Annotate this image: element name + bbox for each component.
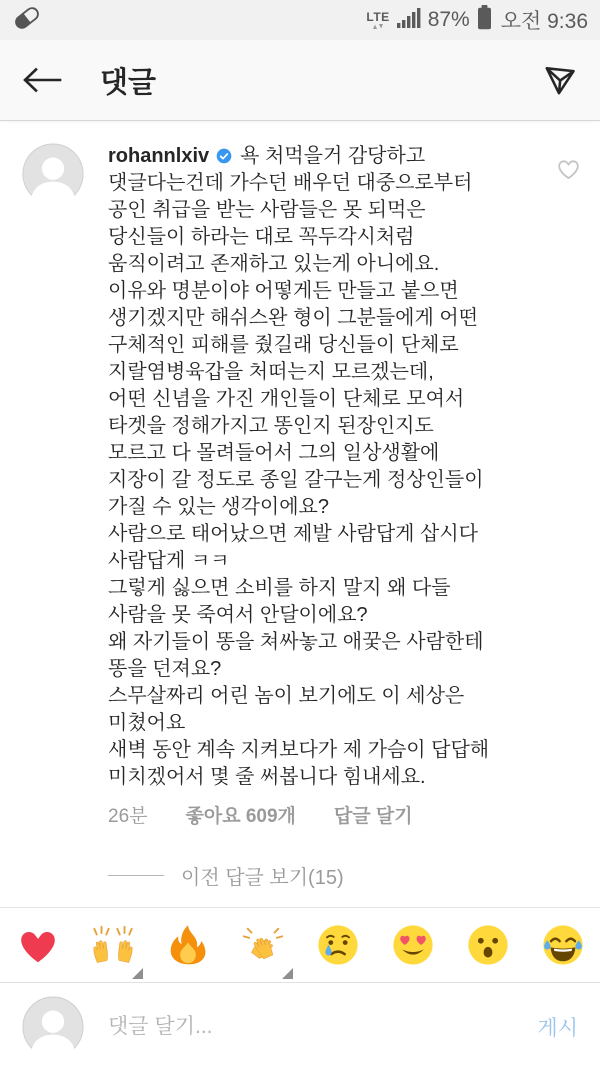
my-avatar [22, 996, 84, 1058]
comment-reply-button[interactable]: 답글 달기 [333, 806, 413, 827]
network-type-indicator: LTE [366, 11, 389, 30]
commenter-avatar[interactable] [22, 143, 84, 205]
view-previous-replies-label: 이전 답글 보기(15) [181, 867, 344, 889]
comment-text-line: 새벽 동안 계속 지켜보다가 제 가슴이 답답해 [108, 739, 490, 761]
comment-text-line: 왜 자기들이 똥을 쳐싸놓고 애꿎은 사람한테 [108, 631, 484, 653]
comment-text [108, 170, 546, 791]
comment-body [108, 143, 546, 828]
comment-text-line: 미치겠어서 몇 줄 써봅니다 힘내세요. [108, 766, 426, 788]
comment-compose-bar [0, 983, 600, 1070]
status-bar [0, 0, 600, 40]
page-title: 댓글 [100, 66, 157, 99]
back-arrow-icon[interactable] [22, 67, 66, 93]
emoji-quick-bar [0, 907, 600, 983]
comment-text-line: 구체적인 피해를 줬길래 당신들이 단체로 [108, 334, 459, 356]
comment-text-line: 가질 수 있는 생각이에요? [108, 496, 329, 518]
comment-text-line: 스무살짜리 어린 놈이 보기에도 이 세상은 [108, 685, 465, 707]
comment-text-line: 지장이 갈 정도로 종일 갈구는게 정상인들이 [108, 469, 484, 491]
raising-hands-emoji-icon[interactable] [75, 908, 150, 982]
comment-text-line: 사람을 못 죽여서 안달이에요? [108, 604, 368, 626]
heart-eyes-face-emoji-icon[interactable] [375, 908, 450, 982]
emoji-variant-indicator [132, 968, 143, 979]
comment-text-line: 움직이려고 존재하고 있는게 아니에요. [108, 253, 440, 275]
comment-text-line: 똥을 던져요? [108, 658, 222, 680]
comment-item [0, 121, 600, 828]
comment-text-line: 이유와 명분이야 어떻게든 만들고 붙으면 [108, 280, 459, 302]
comment-like-count[interactable]: 좋아요 609개 [185, 806, 296, 827]
comment-text-line: 공인 취급을 받는 사람들은 못 되먹은 [108, 199, 426, 221]
comment-meta-row [108, 801, 546, 828]
signal-strength-icon [397, 8, 421, 33]
tears-of-joy-face-emoji-icon[interactable] [525, 908, 600, 982]
comment-text-line: 당신들이 하라는 대로 꼭두각시처럼 [108, 226, 415, 248]
comment-text-line: 사람답게 ㅋㅋ [108, 550, 230, 572]
clapping-hands-emoji-icon[interactable] [225, 908, 300, 982]
emoji-variant-indicator [282, 968, 293, 979]
fire-emoji-icon[interactable] [150, 908, 225, 982]
notification-pill-icon [12, 3, 42, 38]
comment-text-first-line: 욕 처먹을거 감당하고 [240, 145, 426, 167]
comment-text-line [108, 143, 546, 170]
comments-header [0, 40, 600, 121]
surprised-face-emoji-icon[interactable] [450, 908, 525, 982]
comment-text-line: 어떤 신념을 가진 개인들이 단체로 모여서 [108, 388, 465, 410]
crying-face-emoji-icon[interactable] [300, 908, 375, 982]
battery-percent: 87% [427, 8, 470, 31]
comment-text-line: 그렇게 싫으면 소비를 하지 말지 왜 다들 [108, 577, 451, 599]
battery-icon [477, 5, 492, 35]
verified-badge-icon [216, 145, 232, 161]
view-previous-replies-button[interactable] [108, 861, 600, 890]
comment-text-line: 댓글다는건데 가수던 배우던 대중으로부터 [108, 172, 473, 194]
comment-input[interactable] [108, 1015, 527, 1039]
comment-text-line: 미쳤어요 [108, 712, 186, 734]
commenter-username[interactable]: rohannlxiv [108, 145, 210, 167]
comment-like-heart-icon[interactable] [546, 143, 590, 828]
comment-text-line: 사람으로 태어났으면 제발 사람답게 삽시다 [108, 523, 478, 545]
replies-divider-line [108, 875, 164, 876]
clock: 오전 9:36 [500, 10, 588, 33]
network-arrows-icon [372, 23, 384, 30]
comment-timestamp: 26분 [108, 806, 148, 827]
post-button[interactable]: 게시 [537, 1016, 578, 1040]
comment-text-line: 지랄염병육갑을 처떠는지 모르겠는데, [108, 361, 434, 383]
comment-text-line: 타겟을 정해가지고 똥인지 된장인지도 [108, 415, 434, 437]
red-heart-emoji-icon[interactable] [0, 908, 75, 982]
comment-text-line: 모르고 다 몰려들어서 그의 일상생활에 [108, 442, 440, 464]
comment-text-line: 생기겠지만 해쉬스완 형이 그분들에게 어떤 [108, 307, 478, 329]
share-paper-plane-icon[interactable] [536, 62, 578, 98]
